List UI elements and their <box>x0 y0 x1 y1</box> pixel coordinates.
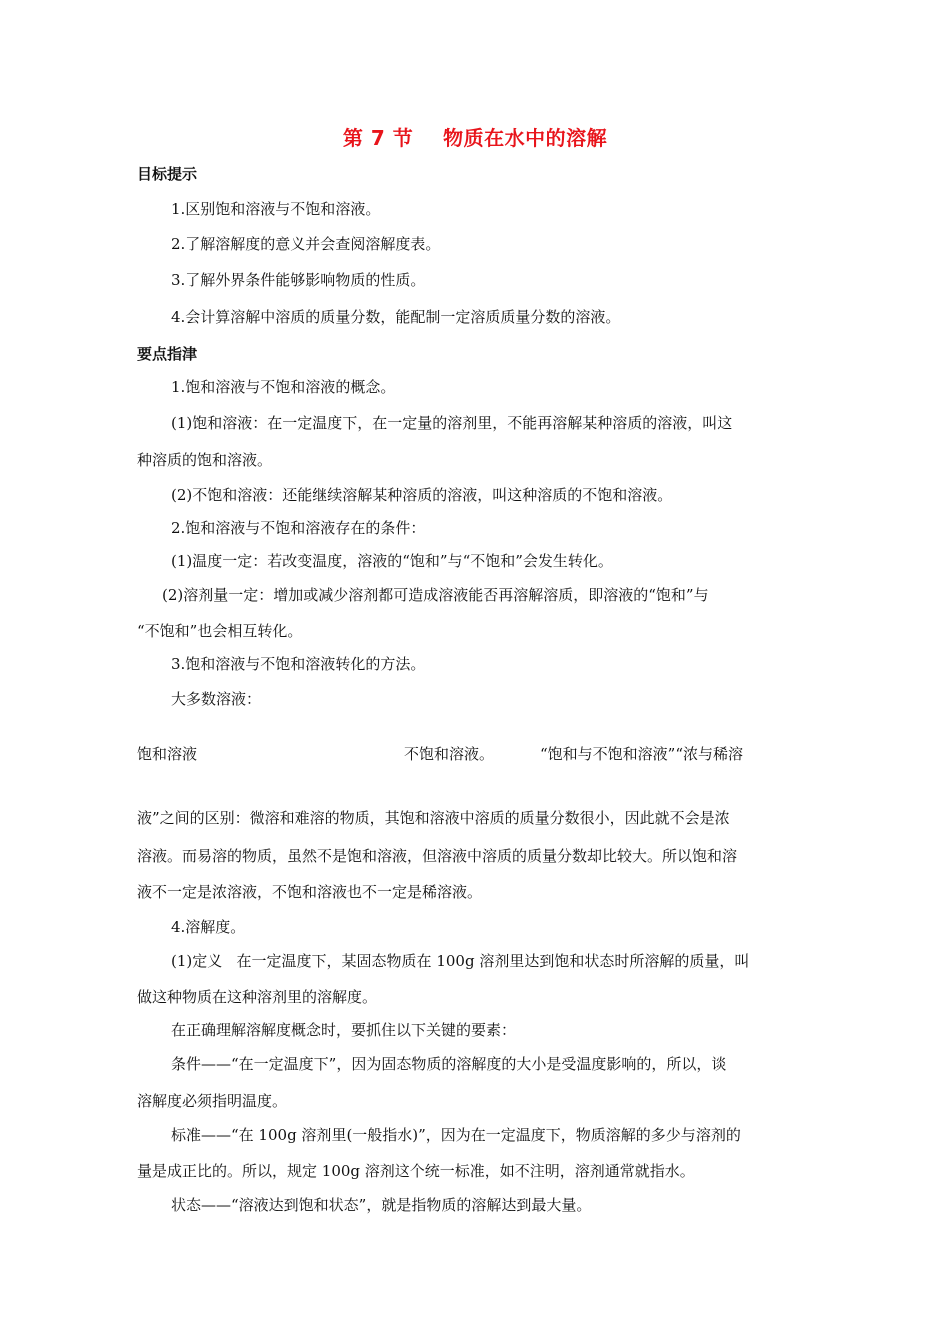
paragraph-line: 饱和溶液 <box>137 745 198 763</box>
paragraph-line: (2)溶剂量一定：增加或减少溶剂都可造成溶液能否再溶解溶质，即溶液的“饱和”与 <box>162 586 709 604</box>
paragraph-line: 液”之间的区别：微溶和难溶的物质，其饱和溶液中溶质的质量分数很小，因此就不会是浓 <box>137 809 730 827</box>
paragraph-line: (1)定义 在一定温度下，某固态物质在 100g 溶剂里达到饱和状态时所溶解的质量，叫 <box>171 952 750 970</box>
paragraph-line: 大多数溶液： <box>171 690 262 708</box>
points-heading: 要点指津 <box>137 345 198 363</box>
goals-heading: 目标提示 <box>137 165 198 183</box>
paragraph-line: 不饱和溶液。 <box>404 745 495 763</box>
paragraph-line: 2.饱和溶液与不饱和溶液存在的条件： <box>171 519 426 537</box>
paragraph-line: 在正确理解溶解度概念时，要抓住以下关键的要素： <box>171 1021 517 1039</box>
paragraph-line: 标准——“在 100g 溶剂里(一般指水)”，因为在一定温度下，物质溶解的多少与溶剂的 <box>171 1126 741 1144</box>
paragraph-line: 状态——“溶液达到饱和状态”，就是指物质的溶解达到最大量。 <box>171 1196 592 1214</box>
paragraph-line: 1.饱和溶液与不饱和溶液的概念。 <box>171 378 396 396</box>
paragraph-line: 种溶质的饱和溶液。 <box>137 451 273 469</box>
paragraph-line: 溶解度必须指明温度。 <box>137 1092 288 1110</box>
paragraph-line: (1)饱和溶液：在一定温度下，在一定量的溶剂里，不能再溶解某种溶质的溶液，叫这 <box>171 414 733 432</box>
goal-item: 4.会计算溶解中溶质的质量分数，能配制一定溶质质量分数的溶液。 <box>171 308 621 326</box>
paragraph-line: 3.饱和溶液与不饱和溶液转化的方法。 <box>171 655 426 673</box>
goal-item: 1.区别饱和溶液与不饱和溶液。 <box>171 200 381 218</box>
paragraph-line: 条件——“在一定温度下”，因为固态物质的溶解度的大小是受温度影响的，所以，谈 <box>171 1055 727 1073</box>
section-title: 第 7 节 物质在水中的溶解 <box>342 126 608 150</box>
paragraph-line: 做这种物质在这种溶剂里的溶解度。 <box>137 988 378 1006</box>
paragraph-line: (1)温度一定：若改变温度，溶液的“饱和”与“不饱和”会发生转化。 <box>171 552 613 570</box>
paragraph-line: “不饱和”也会相互转化。 <box>137 622 303 640</box>
paragraph-line: (2)不饱和溶液：还能继续溶解某种溶质的溶液，叫这种溶质的不饱和溶液。 <box>171 486 673 504</box>
paragraph-line: 溶液。而易溶的物质，虽然不是饱和溶液，但溶液中溶质的质量分数却比较大。所以饱和溶 <box>137 847 738 865</box>
goal-item: 2.了解溶解度的意义并会查阅溶解度表。 <box>171 235 441 253</box>
paragraph-line: “饱和与不饱和溶液”“浓与稀溶 <box>540 745 744 763</box>
paragraph-line: 液不一定是浓溶液，不饱和溶液也不一定是稀溶液。 <box>137 883 483 901</box>
paragraph-line: 量是成正比的。所以，规定 100g 溶剂这个统一标准，如不注明，溶剂通常就指水。 <box>137 1162 695 1180</box>
paragraph-line: 4.溶解度。 <box>171 918 246 936</box>
goal-item: 3.了解外界条件能够影响物质的性质。 <box>171 271 426 289</box>
